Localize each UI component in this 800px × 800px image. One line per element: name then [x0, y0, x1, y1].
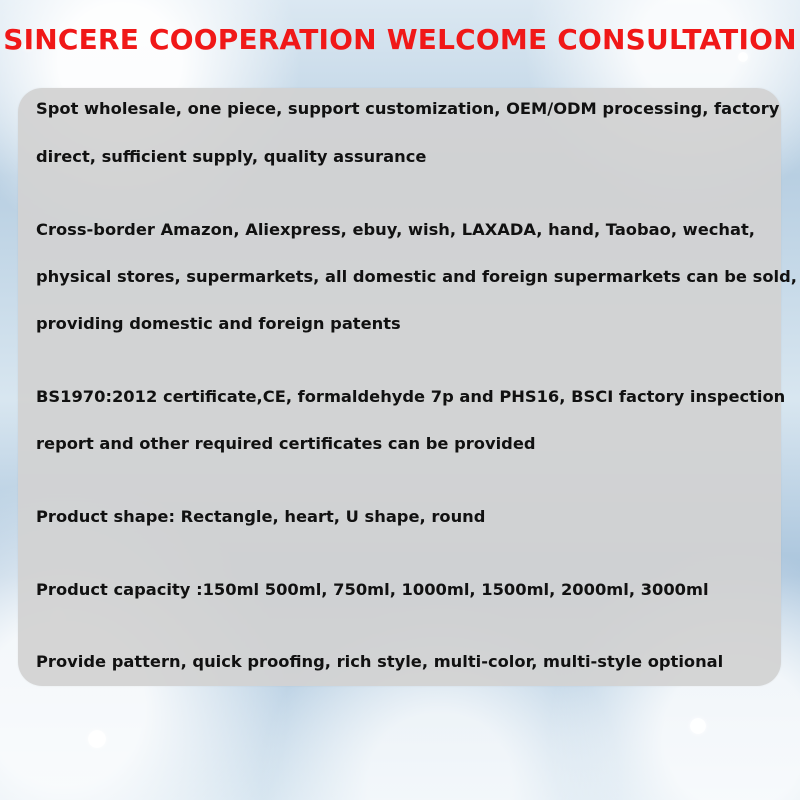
paragraph-line: direct, sufficient supply, quality assurance: [36, 147, 427, 166]
paragraph-line: Provide pattern, quick proofing, rich style, multi-color, multi-style optional: [36, 652, 724, 671]
snow-highlight: [88, 730, 106, 748]
snow-highlight: [690, 718, 706, 734]
paragraph-line: Product capacity :150ml 500ml, 750ml, 1000ml, 1500ml, 2000ml, 3000ml: [36, 580, 709, 599]
paragraph-line: Spot wholesale, one piece, support customization, OEM/ODM processing, factory: [36, 99, 780, 118]
paragraph-line: Product shape: Rectangle, heart, U shape, round: [36, 507, 486, 526]
paragraph-line: report and other required certificates can be provided: [36, 434, 536, 453]
paragraph-line: Cross-border Amazon, Aliexpress, ebuy, wish, LAXADA, hand, Taobao, wechat,: [36, 220, 755, 239]
paragraph-line: BS1970:2012 certificate,CE, formaldehyde 7p and PHS16, BSCI factory inspection: [36, 387, 786, 406]
paragraph-line: providing domestic and foreign patents: [36, 314, 401, 333]
page-title: SINCERE COOPERATION WELCOME CONSULTATION: [3, 23, 797, 56]
paragraph-line: physical stores, supermarkets, all domestic and foreign supermarkets can be sold,: [36, 267, 797, 286]
